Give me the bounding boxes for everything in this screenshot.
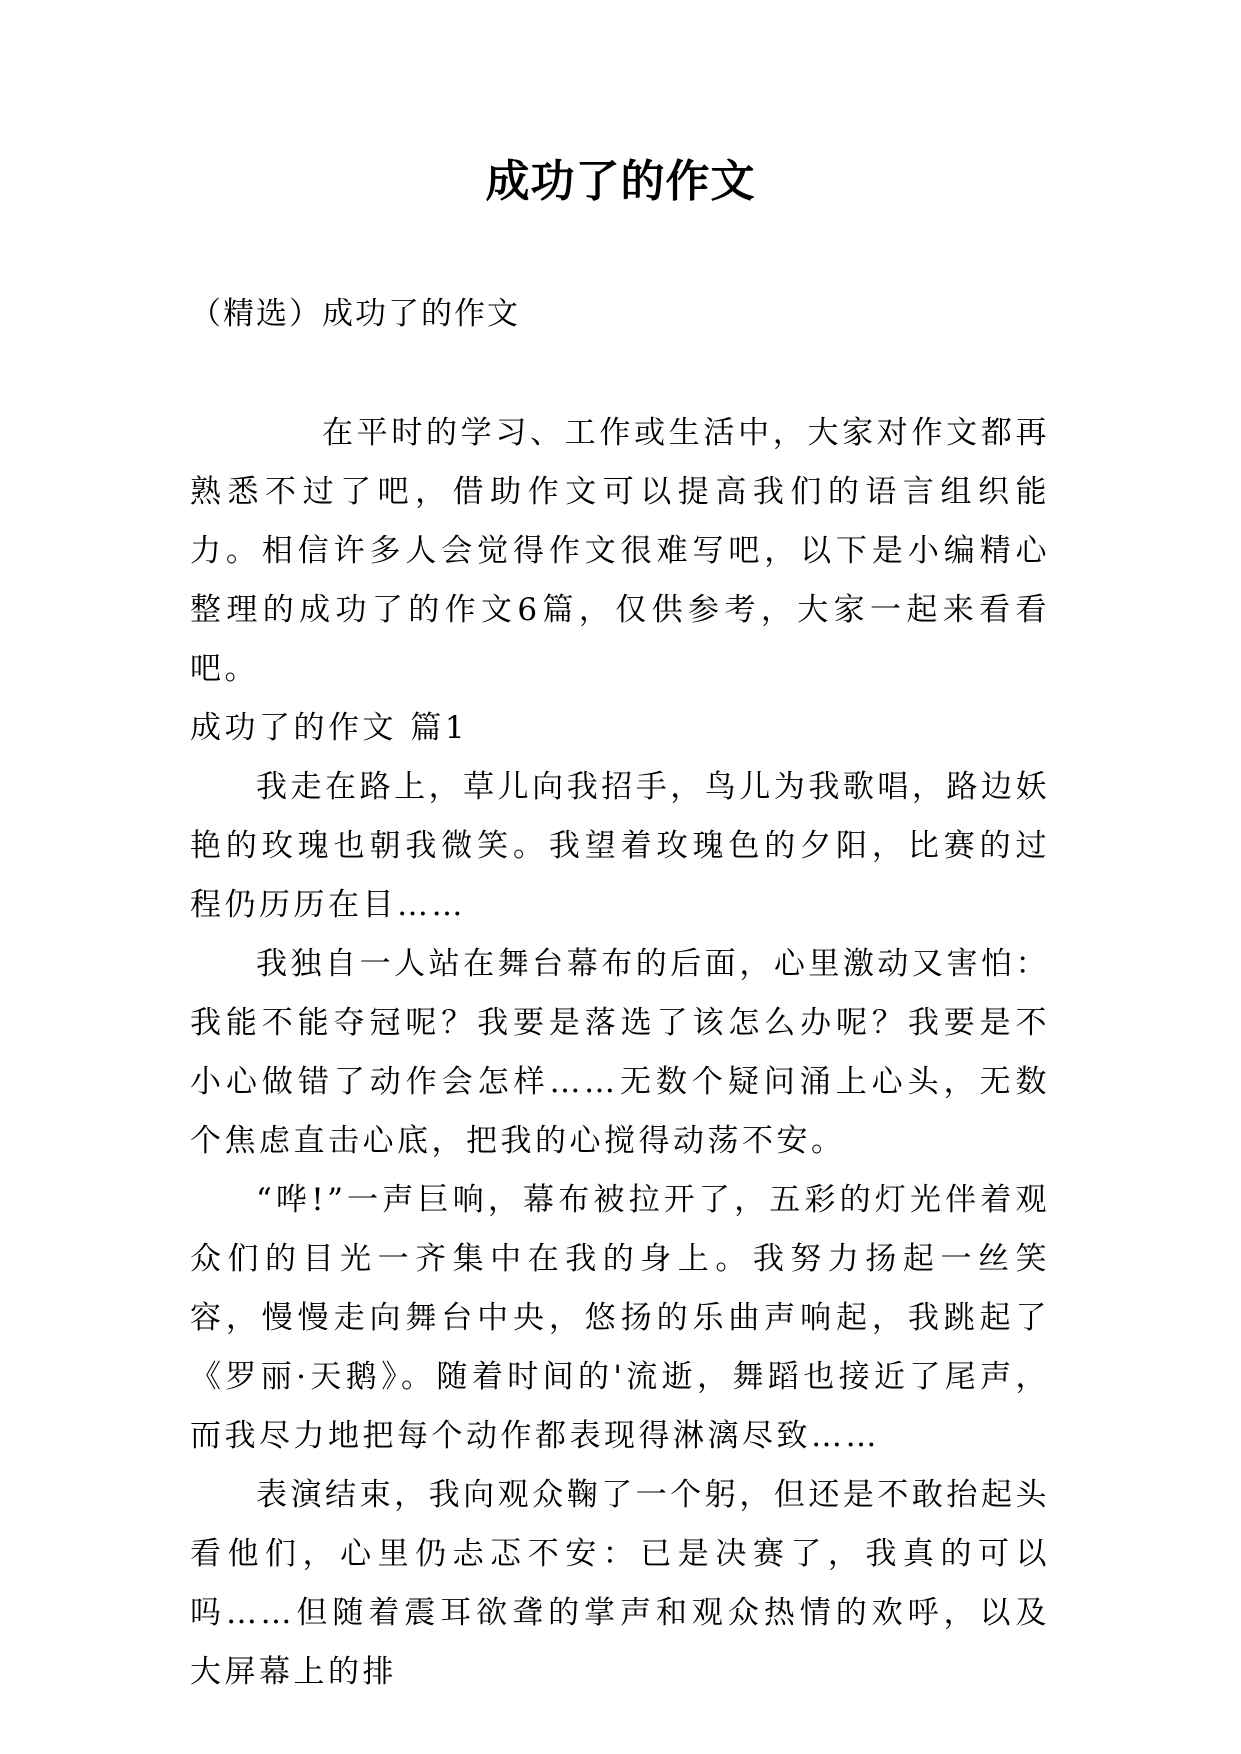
body-paragraph: 表演结束，我向观众鞠了一个躬，但还是不敢抬起头看他们，心里仍忐忑不安：已是决赛了，我真的可以吗……但随着震耳欲聋的掌声和观众热情的欢呼，以及大屏幕上的排 (190, 1477, 1050, 1690)
intro-paragraph: 在平时的学习、工作或生活中，大家对作文都再熟悉不过了吧，借助作文可以提高我们的语言组织能力。相信许多人会觉得作文很难写吧，以下是小编精心整理的成功了的作文6篇，仅供参考，大家一起来看看吧。 (190, 415, 1050, 687)
document-subtitle: （精选）成功了的作文 (190, 296, 520, 332)
section-heading: 成功了的作文 篇1 (190, 710, 469, 746)
body-paragraph: 我独自一人站在舞台幕布的后面，心里激动又害怕：我能不能夺冠呢？我要是落选了该怎么办呢？我要是不小心做错了动作会怎样……无数个疑问涌上心头，无数个焦虑直击心底，把我的心搅得动荡不安。 (190, 946, 1050, 1159)
document-body (190, 404, 1050, 1702)
body-paragraph: 我走在路上，草儿向我招手，鸟儿为我歌唱，路边妖艳的玫瑰也朝我微笑。我望着玫瑰色的夕阳，比赛的过程仍历历在目…… (190, 769, 1050, 923)
body-paragraph: “哗!”一声巨响，幕布被拉开了，五彩的灯光伴着观众们的目光一齐集中在我的身上。我努力扬起一丝笑容，慢慢走向舞台中央，悠扬的乐曲声响起，我跳起了《罗丽·天鹅》。随着时间的'流逝，舞蹈也接近了尾声，而我尽力地把每个动作都表现得淋漓尽致…… (190, 1182, 1050, 1454)
document-title: 成功了的作文 (485, 156, 756, 207)
